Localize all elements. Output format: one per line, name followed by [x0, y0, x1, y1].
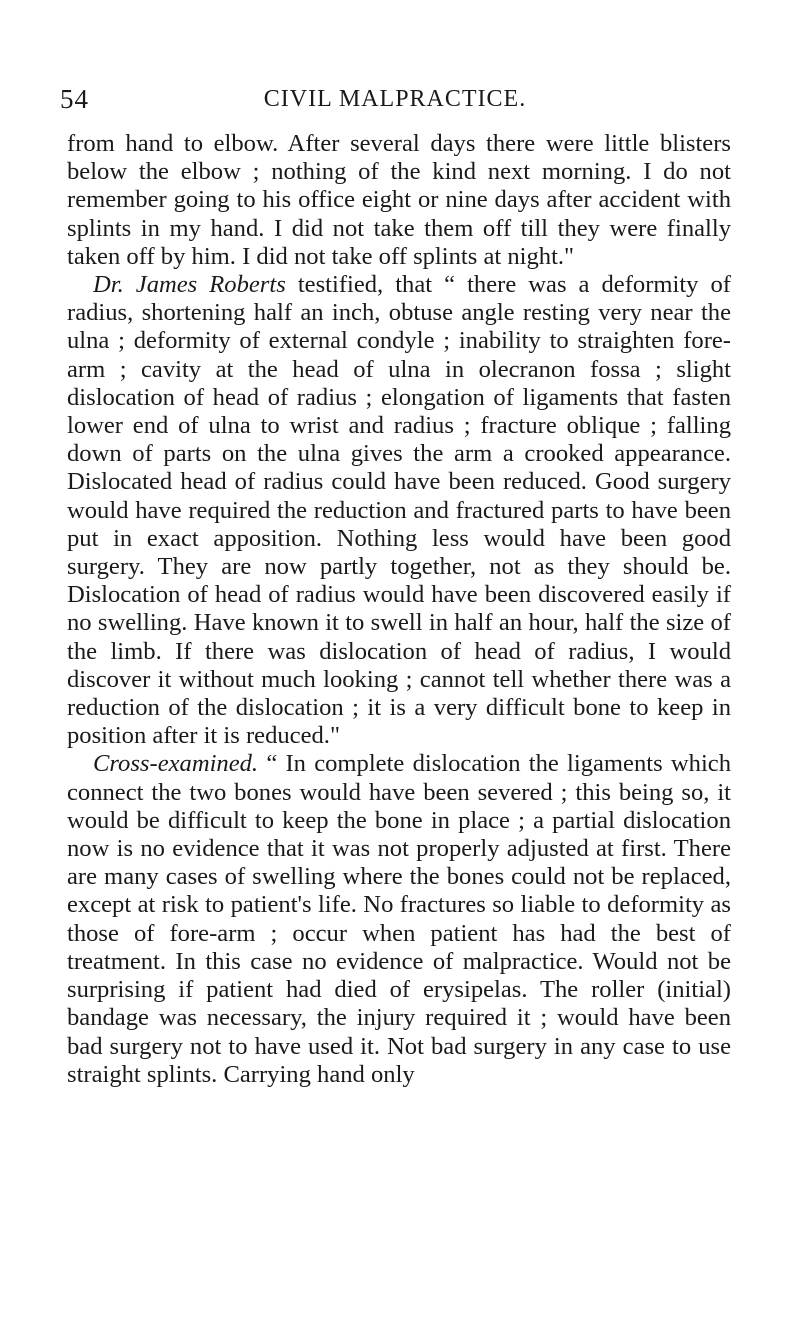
- running-head: [60, 82, 700, 118]
- body-text: [67, 130, 731, 1089]
- paragraph-continuation: [67, 130, 731, 271]
- paragraph-text: testified, that “ there was a deformity of radius, shortening half an inch, obtuse angle resting very near the ulna ; deformity of external condyle ; inability to straighten fore-arm ; cavity at the head of ulna in olecranon fossa ; slight dislocation of head of radius ; elongation of ligaments that fasten lower end of ulna to wrist and radius ; fracture oblique ; falling down of parts on the ulna gives the arm a crooked appearance. Dislocated head of radius could have been reduced. Good surgery would have required the reduction and fractured parts to have been put in exact apposition. Nothing less would have been good surgery. They are now partly together, not as they should be. Dislocation of head of radius would have been discovered easily if no swelling. Have known it to swell in half an hour, half the size of the limb. If there was dislocation of head of radius, I would discover it without much looking ; cannot tell whether there was a reduction of the dislocation ; it is a very difficult bone to keep in position after it is reduced.": [67, 271, 731, 750]
- cross-examined-lead: Cross-examined.: [93, 750, 259, 778]
- paragraph-text: from hand to elbow. After several days there were little blisters below the elbow ; nothing of the kind next morning. I do not remember going to his office eight or nine days after accident with splints in my hand. I did not take them off till they were finally taken off by him. I did not take off splints at night.": [67, 130, 731, 270]
- witness-name: Dr. James Roberts: [93, 271, 286, 299]
- paragraph-roberts-testimony: [67, 271, 731, 750]
- paragraph-text: “ In complete dislocation the ligaments which connect the two bones would have been severed ; this being so, it would be difficult to keep the bone in place ; a partial dislocation now is no evidence that it was not properly adjusted at first. There are many cases of swelling where the bones could not be replaced, except at risk to patient's life. No fractures so liable to deformity as those of fore-arm ; occur when patient has had the best of treatment. In this case no evidence of malpractice. Would not be surprising if patient had died of erysipelas. The roller (initial) bandage was necessary, the injury required it ; would have been bad surgery not to have used it. Not bad surgery in any case to use straight splints. Carrying hand only: [67, 750, 731, 1088]
- running-title: CIVIL MALPRACTICE.: [263, 86, 527, 112]
- paragraph-cross-examination: [67, 750, 731, 1088]
- page-number: 54: [60, 84, 89, 114]
